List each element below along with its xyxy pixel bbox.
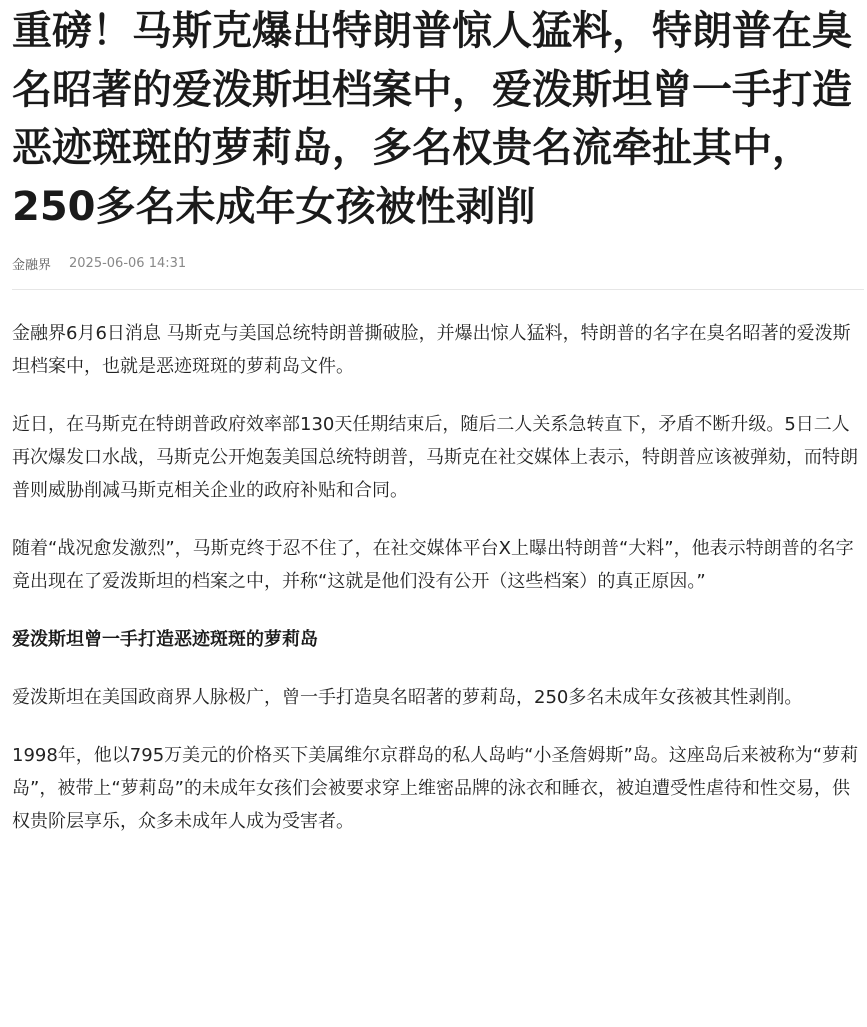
paragraph: 1998年，他以795万美元的价格买下美属维尔京群岛的私人岛屿“小圣詹姆斯”岛。这座岛后来被称为“萝莉岛”，被带上“萝莉岛”的未成年女孩们会被要求穿上维密品牌的泳衣和睡衣，被迫遭受性虐待和性交易，供权贵阶层享乐，众多未成年人成为受害者。	[12, 745, 859, 832]
paragraph: 随着“战况愈发激烈”，马斯克终于忍不住了，在社交媒体平台X上曝出特朗普“大料”，他表示特朗普的名字竟出现在了爱泼斯坦的档案之中，并称“这就是他们没有公开（这些档案）的真正原因。”	[12, 538, 854, 592]
meta-divider	[12, 289, 864, 290]
article-meta	[12, 253, 861, 273]
article-source[interactable]: 金融界	[12, 257, 52, 273]
paragraph: 爱泼斯坦在美国政商界人脉极广，曾一手打造臭名昭著的萝莉岛，250多名未成年女孩被其性剥削。	[12, 687, 803, 708]
article-headline: 重磅！马斯克爆出特朗普惊人猛料，特朗普在臭名昭著的爱泼斯坦档案中，爱泼斯坦曾一手打造恶迹斑斑的萝莉岛，多名权贵名流牵扯其中，250多名未成年女孩被性剥削	[12, 8, 852, 230]
article-datetime: 2025-06-06 14:31	[69, 255, 187, 271]
paragraph: 近日，在马斯克在特朗普政府效率部130天任期结束后，随后二人关系急转直下，矛盾不断升级。5日二人再次爆发口水战，马斯克公开炮轰美国总统特朗普，马斯克在社交媒体上表示，特朗普应该被弹劾，而特朗普则威胁削减马斯克相关企业的政府补贴和合同。	[12, 414, 858, 501]
section-subheading: 爱泼斯坦曾一手打造恶迹斑斑的萝莉岛	[12, 629, 318, 650]
paragraph: 金融界6月6日消息 马斯克与美国总统特朗普撕破脸，并爆出惊人猛料，特朗普的名字在臭名昭著的爱泼斯坦档案中，也就是恶迹斑斑的萝莉岛文件。	[12, 323, 851, 377]
article-body	[12, 317, 864, 838]
